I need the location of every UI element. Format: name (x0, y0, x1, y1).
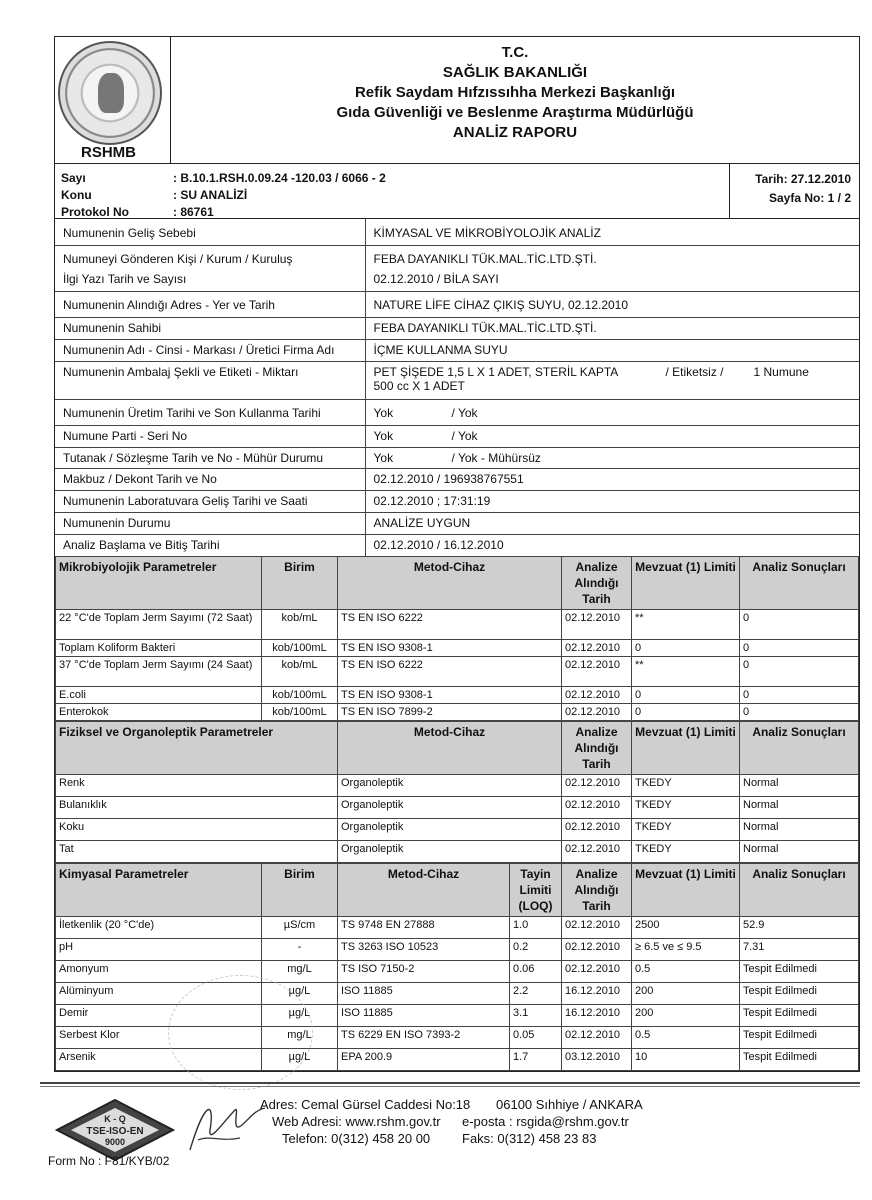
table-cell: 3.1 (510, 1005, 562, 1027)
table-cell: Organoleptik (338, 775, 562, 797)
table-cell: Arsenik (56, 1049, 262, 1071)
col-header: Analiz Sonuçları (740, 557, 859, 610)
table-cell: 16.12.2010 (562, 1005, 632, 1027)
table-cell: ISO 11885 (338, 983, 510, 1005)
table-cell: Normal (740, 775, 859, 797)
sayi-value: : B.10.1.RSH.0.09.24 -120.03 / 6066 - 2 (173, 171, 386, 185)
table-cell: ANALİZE UYGUN (365, 512, 859, 534)
kq-line-2: TSE-ISO-EN (86, 1126, 144, 1137)
table-cell: Normal (740, 819, 859, 841)
info-row (55, 512, 859, 534)
faks: Faks: 0(312) 458 23 83 (462, 1131, 597, 1146)
table-cell: TS ISO 7150-2 (338, 961, 510, 983)
info-row (55, 361, 859, 399)
table-cell: 02.12.2010 (562, 610, 632, 640)
table-cell: İÇME KULLANMA SUYU (365, 339, 859, 361)
info-row (55, 249, 859, 269)
info-row (55, 403, 859, 425)
table-cell: Numunenin Adı - Cinsi - Markası / Üretici Firma Adı (55, 339, 365, 361)
col-header: Mevzuat (1) Limiti (632, 557, 740, 610)
table-cell: µg/L (262, 1049, 338, 1071)
logo-text: RSHMB (81, 144, 136, 161)
table-cell: TS 6229 EN ISO 7393-2 (338, 1027, 510, 1049)
table-cell: ≥ 6.5 ve ≤ 9.5 (632, 939, 740, 961)
table-row (56, 841, 859, 863)
table-cell: 0.05 (510, 1027, 562, 1049)
table-cell: 22 °C'de Toplam Jerm Sayımı (72 Saat) (56, 610, 262, 640)
table-cell: Tespit Edilmedi (740, 1027, 859, 1049)
col-header: Metod-Cihaz (338, 864, 510, 917)
table-cell: Tat (56, 841, 338, 863)
info-row (55, 447, 859, 468)
table-cell: 02.12.2010 (562, 841, 632, 863)
table-cell: 02.12.2010 / BİLA SAYI (365, 269, 859, 291)
table-cell: Demir (56, 1005, 262, 1027)
info-row (55, 339, 859, 361)
package-label: / Etiketsiz / (665, 364, 724, 379)
table-cell: 03.12.2010 (562, 1049, 632, 1071)
table-cell: 02.12.2010 (562, 917, 632, 939)
report-frame (54, 36, 860, 1072)
table-cell: Organoleptik (338, 819, 562, 841)
table-cell: EPA 200.9 (338, 1049, 510, 1071)
table-row (56, 939, 859, 961)
col-header: Analiz Sonuçları (740, 722, 859, 775)
table-cell: 37 °C'de Toplam Jerm Sayımı (24 Saat) (56, 657, 262, 687)
table-cell: ISO 11885 (338, 1005, 510, 1027)
table-cell: 02.12.2010 (562, 961, 632, 983)
table-cell: 7.31 (740, 939, 859, 961)
col-header: Kimyasal Parametreler (56, 864, 262, 917)
table-cell: İlgi Yazı Tarih ve Sayısı (55, 269, 365, 291)
table-cell: TS EN ISO 9308-1 (338, 640, 562, 657)
col-header: Mikrobiyolojik Parametreler (56, 557, 262, 610)
report-meta (55, 164, 859, 219)
table-cell: Bulanıklık (56, 797, 338, 819)
table-cell: 0 (740, 704, 859, 721)
table-cell: Numuneyi Gönderen Kişi / Kurum / Kuruluş (55, 249, 365, 269)
info-row (55, 468, 859, 490)
table-cell: 0 (740, 640, 859, 657)
table-cell: 0 (632, 687, 740, 704)
sample-info-table (55, 219, 859, 556)
col-header: Metod-Cihaz (338, 722, 562, 775)
table-cell: 02.12.2010 (562, 1027, 632, 1049)
table-cell: 02.12.2010 (562, 704, 632, 721)
table-cell: E.coli (56, 687, 262, 704)
fizik-table (55, 721, 859, 863)
table-cell: Alüminyum (56, 983, 262, 1005)
table-cell: Enterokok (56, 704, 262, 721)
table-cell: TKEDY (632, 775, 740, 797)
footer-rule (40, 1082, 860, 1084)
col-header: Mevzuat (1) Limiti (632, 864, 740, 917)
table-cell: Numunenin Geliş Sebebi (55, 223, 365, 245)
table-row (56, 640, 859, 657)
table-cell: ** (632, 610, 740, 640)
table-row (56, 610, 859, 640)
table-cell: İletkenlik (20 °C'de) (56, 917, 262, 939)
table-row (56, 983, 859, 1005)
table-cell: KİMYASAL VE MİKROBİYOLOJİK ANALİZ (365, 223, 859, 245)
form-number: Form No : F81/KYB/02 (48, 1154, 170, 1168)
konu-value: : SU ANALİZİ (173, 188, 248, 202)
col-header: Tayin Limiti (LOQ) (510, 864, 562, 917)
table-cell: 02.12.2010 (562, 775, 632, 797)
table-cell: Numunenin Sahibi (55, 317, 365, 339)
table-cell: ** (632, 657, 740, 687)
table-cell: µg/L (262, 1005, 338, 1027)
table-cell: Organoleptik (338, 841, 562, 863)
footer-rule-thin (40, 1086, 860, 1087)
table-cell: 0 (740, 610, 859, 640)
table-cell: 0.5 (632, 1027, 740, 1049)
table-cell: 0 (632, 704, 740, 721)
adres-2: 06100 Sıhhiye / ANKARA (496, 1097, 643, 1112)
table-cell: Amonyum (56, 961, 262, 983)
kq-line-3: 9000 (104, 1137, 126, 1147)
table-cell: 200 (632, 1005, 740, 1027)
table-row (56, 961, 859, 983)
table-row (56, 797, 859, 819)
table-cell: 2500 (632, 917, 740, 939)
page-number: Sayfa No: 1 / 2 (768, 191, 851, 205)
table-cell: TS 3263 ISO 10523 (338, 939, 510, 961)
protokol-value: : 86761 (173, 205, 214, 219)
table-row (56, 819, 859, 841)
package-desc: PET ŞİŞEDE 1,5 L X 1 ADET, STERİL KAPTA (373, 364, 619, 379)
table-cell: 0.06 (510, 961, 562, 983)
col-header: Mevzuat (1) Limiti (632, 722, 740, 775)
table-cell: Tespit Edilmedi (740, 961, 859, 983)
official-stamp-icon (168, 975, 313, 1090)
table-cell: Yok / Yok - Mühürsüz (365, 447, 859, 468)
table-cell: Tutanak / Sözleşme Tarih ve No - Mühür Durumu (55, 447, 365, 468)
table-cell: 02.12.2010 / 16.12.2010 (373, 537, 504, 552)
table-cell: µg/L (262, 983, 338, 1005)
table-cell: TS EN ISO 9308-1 (338, 687, 562, 704)
sayi-label: Sayı (61, 171, 86, 185)
table-cell: 0 (740, 657, 859, 687)
table-cell: - (262, 939, 338, 961)
col-header: Analiz Sonuçları (740, 864, 859, 917)
table-cell: 10 (632, 1049, 740, 1071)
table-cell: Numunenin Üretim Tarihi ve Son Kullanma Tarihi (55, 403, 365, 425)
table-cell: Tespit Edilmedi (740, 1049, 859, 1071)
table-cell: Makbuz / Dekont Tarih ve No (55, 468, 365, 490)
table-cell: Koku (56, 819, 338, 841)
table-row (56, 917, 859, 939)
table-cell: 02.12.2010 / 196938767551 (365, 468, 859, 490)
col-header: Birim (262, 557, 338, 610)
table-cell: TKEDY (632, 819, 740, 841)
table-cell: Normal (740, 841, 859, 863)
table-cell: Renk (56, 775, 338, 797)
table-cell: Numune Parti - Seri No (55, 425, 365, 447)
rshmb-seal-icon (58, 41, 162, 145)
table-cell: 0.2 (510, 939, 562, 961)
table-cell: mg/L (262, 961, 338, 983)
table-cell: pH (56, 939, 262, 961)
table-cell: Numunenin Ambalaj Şekli ve Etiketi - Miktarı (55, 361, 365, 399)
title-line: Gıda Güvenliği ve Beslenme Araştırma Müdürlüğü (336, 104, 694, 121)
table-row (56, 864, 859, 917)
table-cell: Toplam Koliform Bakteri (56, 640, 262, 657)
table-cell: 02.12.2010 ; 17:31:19 (365, 490, 859, 512)
konu-label: Konu (61, 188, 92, 202)
col-header: Fiziksel ve Organoleptik Parametreler (56, 722, 338, 775)
info-row (55, 295, 859, 317)
table-cell: Yok / Yok (365, 425, 859, 447)
title-line: Refik Saydam Hıfzıssıhha Merkezi Başkanlığı (354, 84, 676, 101)
table-cell: 02.12.2010 (562, 640, 632, 657)
table-cell: kob/100mL (262, 687, 338, 704)
table-row (56, 657, 859, 687)
table-cell: kob/mL (262, 657, 338, 687)
table-cell: NATURE LİFE CİHAZ ÇIKIŞ SUYU, 02.12.2010 (365, 295, 859, 317)
package-count: 1 Numune (753, 364, 809, 379)
table-cell: TKEDY (632, 797, 740, 819)
kq-certification-logo (55, 1098, 175, 1162)
kq-line-1: K - Q (104, 1114, 126, 1124)
table-cell: 02.12.2010 (562, 797, 632, 819)
table-cell: 0.5 (632, 961, 740, 983)
table-cell: 02.12.2010 (562, 657, 632, 687)
table-cell: 02.12.2010 (562, 819, 632, 841)
table-cell: µS/cm (262, 917, 338, 939)
col-header: Metod-Cihaz (338, 557, 562, 610)
table-cell: FEBA DAYANIKLI TÜK.MAL.TİC.LTD.ŞTİ. (373, 252, 597, 266)
info-row (55, 534, 859, 556)
table-cell (365, 361, 859, 399)
table-cell: Numunenin Alındığı Adres - Yer ve Tarih (55, 295, 365, 317)
logo (55, 37, 171, 163)
table-cell: 02.12.2010 (562, 687, 632, 704)
table-cell: kob/mL (262, 610, 338, 640)
table-cell: 0 (740, 687, 859, 704)
col-header: Analize Alındığı Tarih (562, 557, 632, 610)
col-header: Birim (262, 864, 338, 917)
table-cell: 0 (632, 640, 740, 657)
title-line: T.C. (501, 44, 529, 61)
signature-icon (180, 1090, 270, 1160)
table-cell: kob/100mL (262, 704, 338, 721)
table-row (56, 722, 859, 775)
info-row (55, 223, 859, 245)
table-cell: mg/L (262, 1027, 338, 1049)
title-line: ANALİZ RAPORU (452, 124, 578, 141)
info-row (55, 425, 859, 447)
table-cell: TS EN ISO 6222 (338, 657, 562, 687)
table-cell: 02.12.2010 (562, 939, 632, 961)
info-row (55, 317, 859, 339)
email: e-posta : rsgida@rshm.gov.tr (462, 1114, 629, 1129)
table-cell: Organoleptik (338, 797, 562, 819)
table-row (56, 775, 859, 797)
package-desc-2: 500 cc X 1 ADET (373, 378, 465, 393)
adres: Adres: Cemal Gürsel Caddesi No:18 (260, 1097, 471, 1112)
report-title (171, 37, 859, 163)
table-cell: 52.9 (740, 917, 859, 939)
table-cell: TS EN ISO 6222 (338, 610, 562, 640)
col-header: Analize Alındığı Tarih (562, 864, 632, 917)
col-header: Analize Alındığı Tarih (562, 722, 632, 775)
report-date: Tarih: 27.12.2010 (755, 172, 851, 186)
web-address: Web Adresi: www.rshm.gov.tr (272, 1114, 441, 1129)
report-header (55, 37, 859, 164)
table-cell: 1.7 (510, 1049, 562, 1071)
table-cell: Yok / Yok (365, 403, 859, 425)
table-cell: Analiz Başlama ve Bitiş Tarihi (55, 534, 365, 556)
footer-address (260, 1096, 643, 1147)
table-cell: FEBA DAYANIKLI TÜK.MAL.TİC.LTD.ŞTİ. (365, 317, 859, 339)
table-cell: Numunenin Laboratuvara Geliş Tarihi ve Saati (55, 490, 365, 512)
telefon: Telefon: 0(312) 458 20 00 (282, 1131, 431, 1146)
table-cell: Tespit Edilmedi (740, 983, 859, 1005)
info-row (55, 490, 859, 512)
protokol-label: Protokol No (61, 205, 129, 219)
table-cell: Normal (740, 797, 859, 819)
table-cell: 200 (632, 983, 740, 1005)
table-cell: kob/100mL (262, 640, 338, 657)
table-cell: Tespit Edilmedi (740, 1005, 859, 1027)
table-cell: TKEDY (632, 841, 740, 863)
table-row (56, 687, 859, 704)
table-cell: 2.2 (510, 983, 562, 1005)
table-cell: Serbest Klor (56, 1027, 262, 1049)
table-cell: 1.0 (510, 917, 562, 939)
table-row (56, 557, 859, 610)
table-cell: TS 9748 EN 27888 (338, 917, 510, 939)
table-cell: Numunenin Durumu (55, 512, 365, 534)
micro-table (55, 556, 859, 721)
title-line: SAĞLIK BAKANLIĞI (442, 64, 588, 81)
table-cell: TS EN ISO 7899-2 (338, 704, 562, 721)
table-cell: 16.12.2010 (562, 983, 632, 1005)
table-row (56, 704, 859, 721)
info-row (55, 269, 859, 291)
